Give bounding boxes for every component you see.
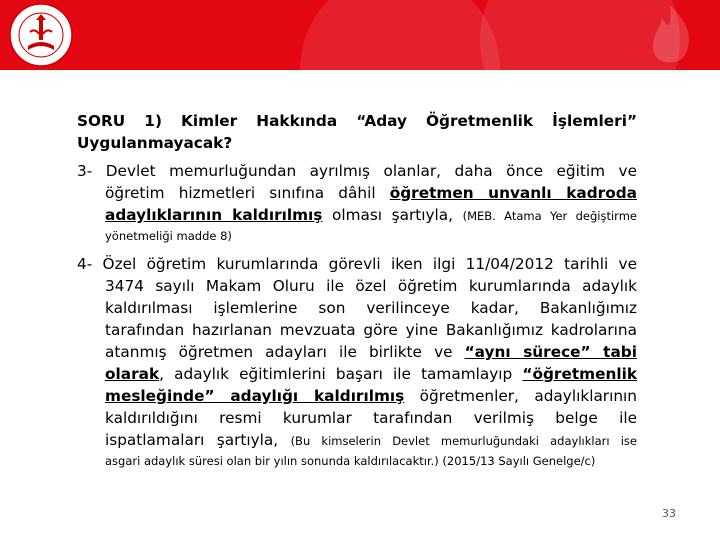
item4-line-3: kaldırılması işlemlerine son verilinceye kadar, Bakanlığımız [105, 299, 637, 317]
question-line-1: SORU 1) Kimler Hakkında “Aday Öğretmenlik İşlemleri” [77, 112, 637, 130]
item4-line-8: kaldırıldığını resmi kurumlar tarafından verilmiş belge ile [105, 409, 637, 427]
item4-line-5: atanmış öğretmen adayları ile birlikte ve “aynı sürece” tabi [105, 343, 637, 361]
question-line-2: Uygulanmayacak? [77, 134, 233, 152]
meb-emblem-icon [8, 2, 74, 68]
item4-line-10: asgari adaylık süresi olan bir yılın sonunda kaldırılacaktır.) (2015/13 Sayılı Genelge/c) [105, 454, 596, 468]
header-shade [300, 0, 500, 70]
page-number: 33 [662, 507, 676, 520]
item4-line-2: 3474 sayılı Makam Oluru ile özel öğretim kurumlarında adaylık [105, 277, 637, 295]
item3-line-2: öğretim hizmetleri sınıfına dâhil öğretmen unvanlı kadroda [105, 184, 637, 202]
item4-line-1: 4- Özel öğretim kurumlarında görevli iken ilgi 11/04/2012 tarihli ve [77, 255, 637, 273]
item4-line-4: tarafından hazırlanan mevzuata göre yine Bakanlığımız kadrolarına [105, 321, 637, 339]
list-item-4 [77, 253, 637, 470]
item3-line-4: yönetmeliği madde 8) [105, 229, 232, 243]
list-item-3 [77, 160, 637, 245]
item3-line-1: 3- Devlet memurluğundan ayrılmış olanlar, daha önce eğitim ve [77, 162, 637, 180]
header-banner [0, 0, 720, 70]
item3-line-3: adaylıklarının kaldırılmış olması şartıyla, (MEB. Atama Yer değiştirme [105, 206, 637, 224]
flame-icon [630, 0, 710, 70]
slide-content [77, 110, 637, 478]
item4-line-9: ispatlamaları şartıyla, (Bu kimselerin Devlet memurluğundaki adaylıkları ise [105, 431, 637, 449]
item4-line-7: mesleğinde” adaylığı kaldırılmış öğretmenler, adaylıklarının [105, 387, 637, 405]
item4-line-6: olarak, adaylık eğitimlerini başarı ile tamamlayıp “öğretmenlik [105, 365, 637, 383]
